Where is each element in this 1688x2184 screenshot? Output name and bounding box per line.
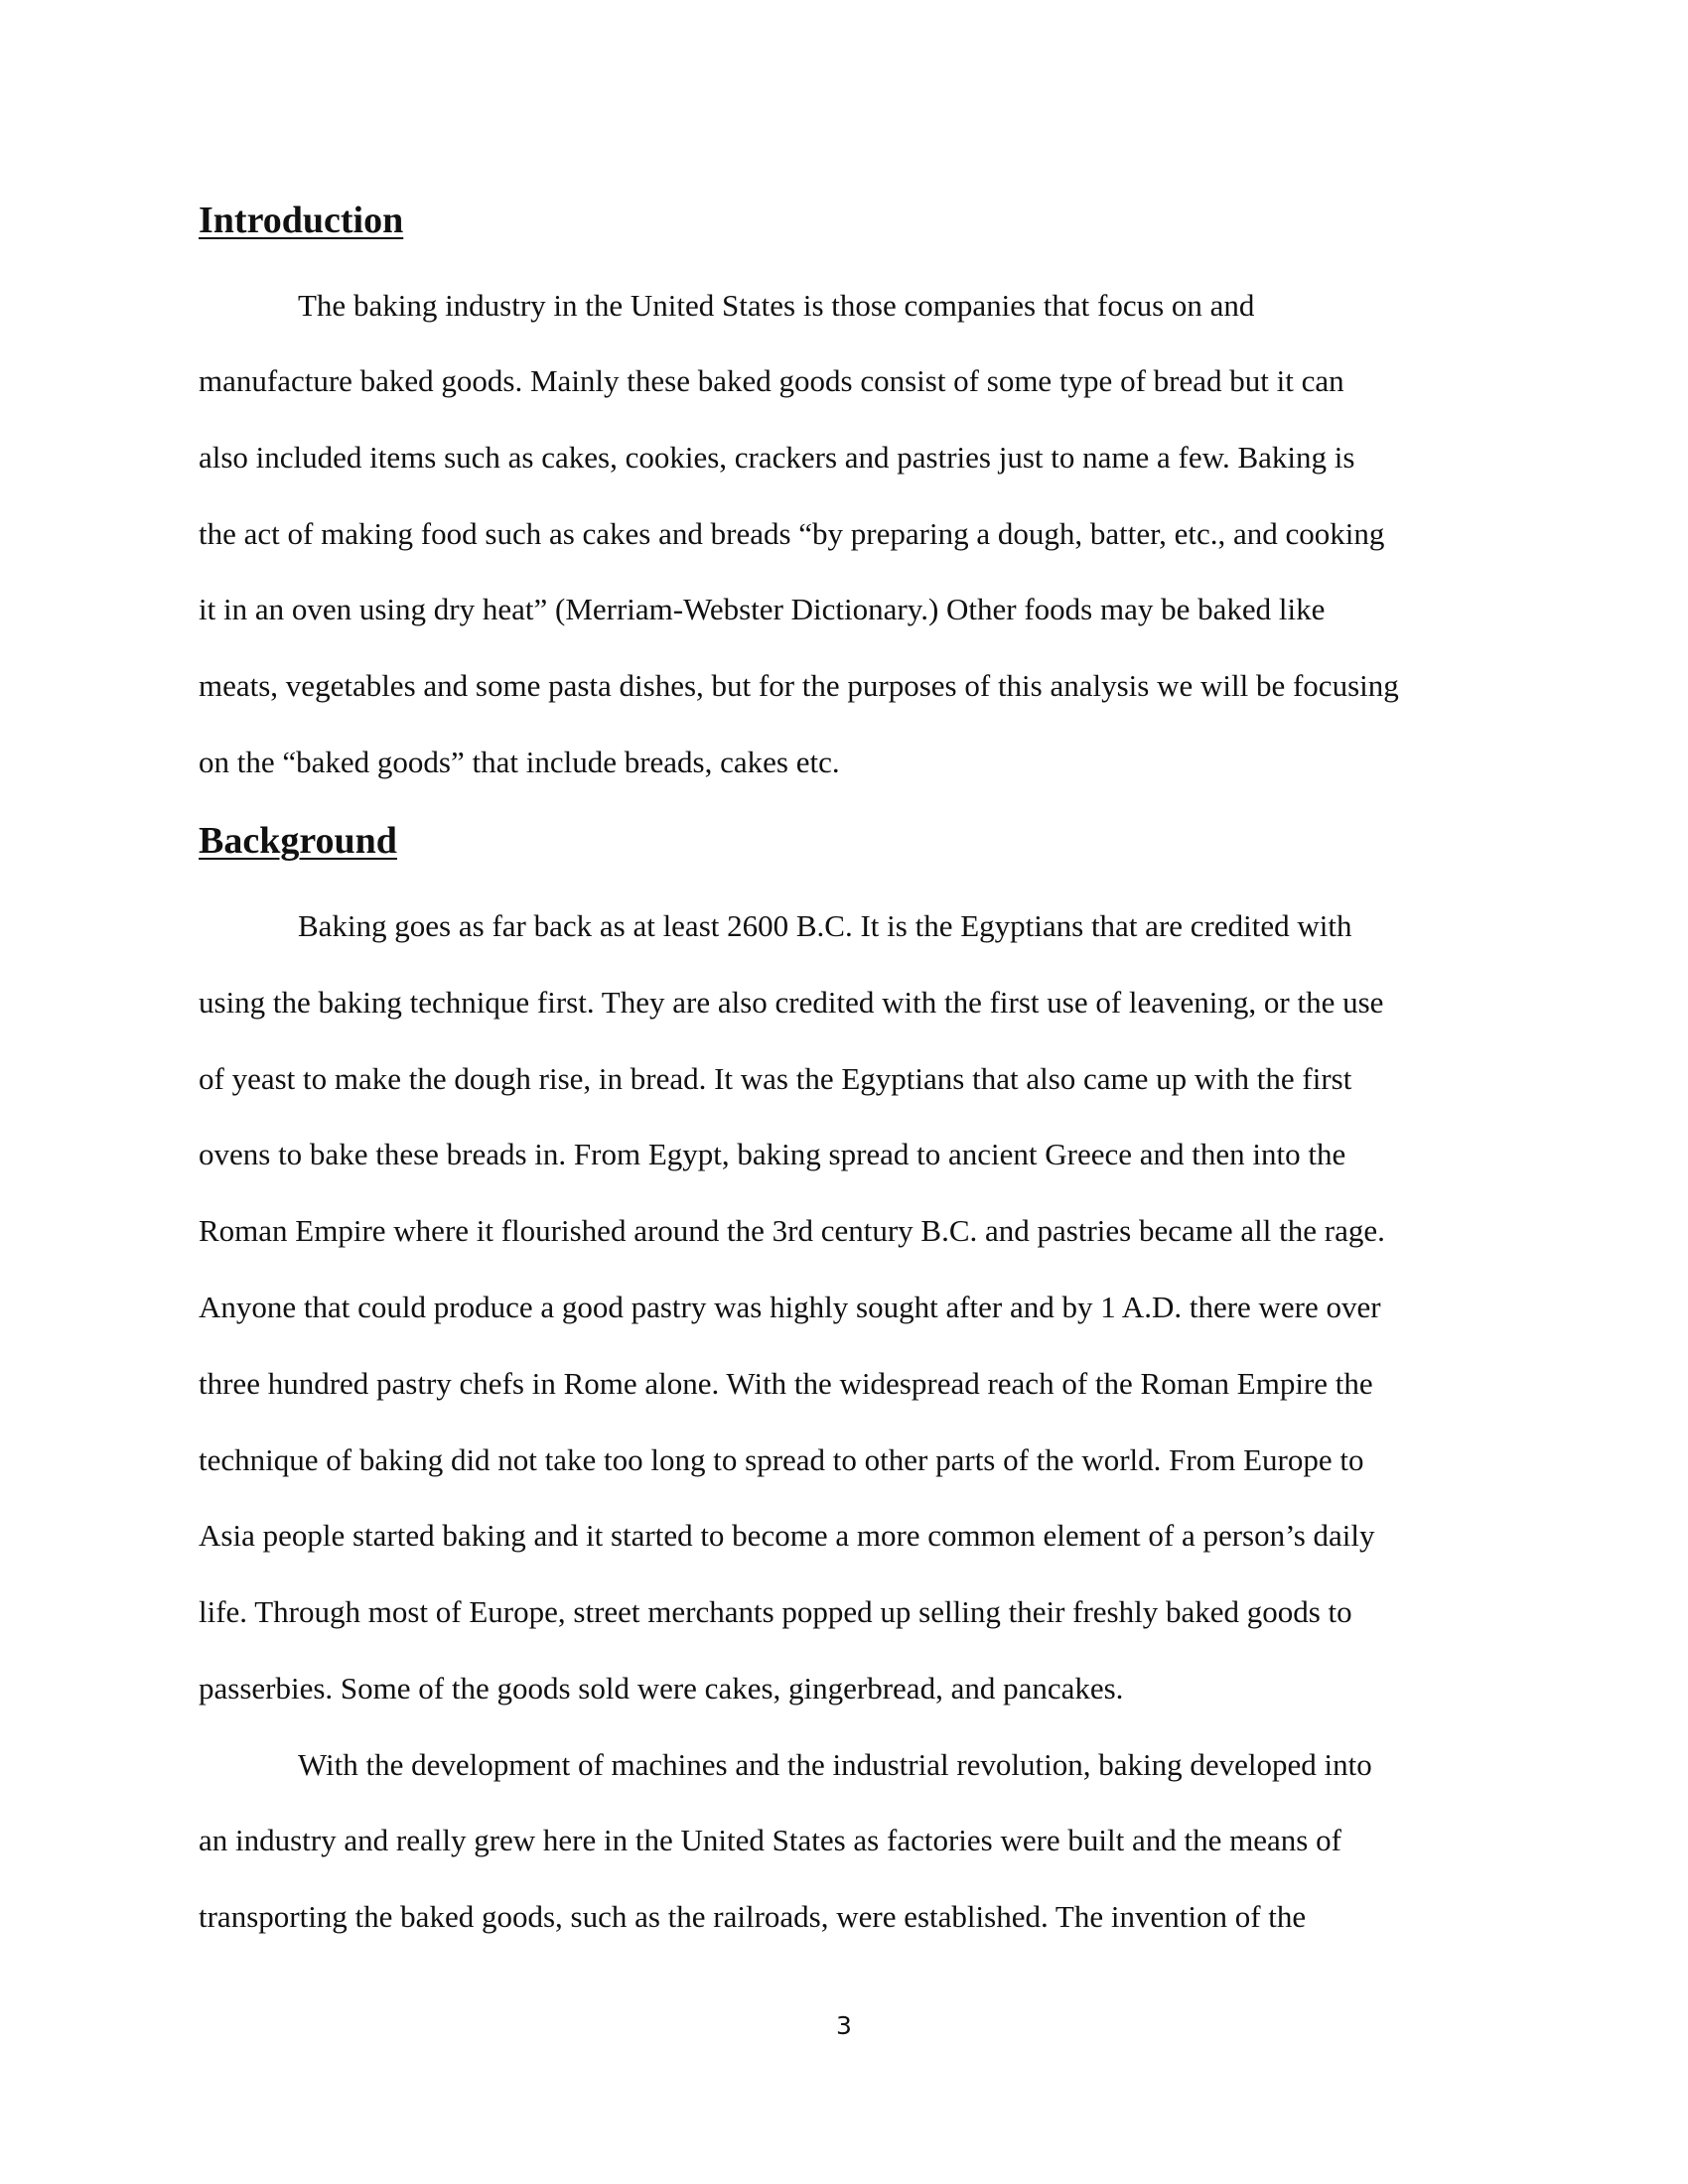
text-line: also included items such as cakes, cookies, crackers and pastries just to name a few. Baking is bbox=[199, 440, 1355, 475]
text-line: manufacture baked goods. Mainly these baked goods consist of some type of bread but it can bbox=[199, 363, 1344, 398]
text-line: using the baking technique first. They are also credited with the first use of leavening, or the use bbox=[199, 985, 1384, 1020]
text-line: life. Through most of Europe, street merchants popped up selling their freshly baked goods to bbox=[199, 1594, 1352, 1629]
section-heading-background: Background bbox=[199, 820, 397, 862]
page-number: 3 bbox=[836, 2011, 852, 2040]
text-line: ovens to bake these breads in. From Egypt, baking spread to ancient Greece and then into the bbox=[199, 1137, 1346, 1171]
text-line: on the “baked goods” that include breads, cakes etc. bbox=[199, 745, 840, 779]
text-line: Asia people started baking and it started to become a more common element of a person’s daily bbox=[199, 1518, 1375, 1553]
text-line: meats, vegetables and some pasta dishes, but for the purposes of this analysis we will be focusing bbox=[199, 668, 1399, 703]
text-line: three hundred pastry chefs in Rome alone. With the widespread reach of the Roman Empire the bbox=[199, 1366, 1373, 1401]
text-line: With the development of machines and the industrial revolution, baking developed into bbox=[298, 1747, 1372, 1782]
text-line: an industry and really grew here in the United States as factories were built and the means of bbox=[199, 1823, 1341, 1857]
text-line: Baking goes as far back as at least 2600 B.C. It is the Egyptians that are credited with bbox=[298, 908, 1352, 943]
text-line: it in an oven using dry heat” (Merriam-Webster Dictionary.) Other foods may be baked like bbox=[199, 592, 1326, 626]
text-line: of yeast to make the dough rise, in bread. It was the Egyptians that also came up with the first bbox=[199, 1061, 1352, 1096]
text-line: the act of making food such as cakes and breads “by preparing a dough, batter, etc., and cooking bbox=[199, 516, 1385, 551]
text-line: passerbies. Some of the goods sold were cakes, gingerbread, and pancakes. bbox=[199, 1671, 1124, 1706]
text-line: Roman Empire where it flourished around the 3rd century B.C. and pastries became all the rage. bbox=[199, 1213, 1385, 1248]
text-line: The baking industry in the United States is those companies that focus on and bbox=[298, 288, 1255, 323]
text-line: transporting the baked goods, such as the railroads, were established. The invention of the bbox=[199, 1899, 1307, 1934]
text-line: Anyone that could produce a good pastry was highly sought after and by 1 A.D. there were over bbox=[199, 1290, 1381, 1324]
section-heading-introduction: Introduction bbox=[199, 200, 404, 241]
text-line: technique of baking did not take too long to spread to other parts of the world. From Europe to bbox=[199, 1442, 1364, 1477]
